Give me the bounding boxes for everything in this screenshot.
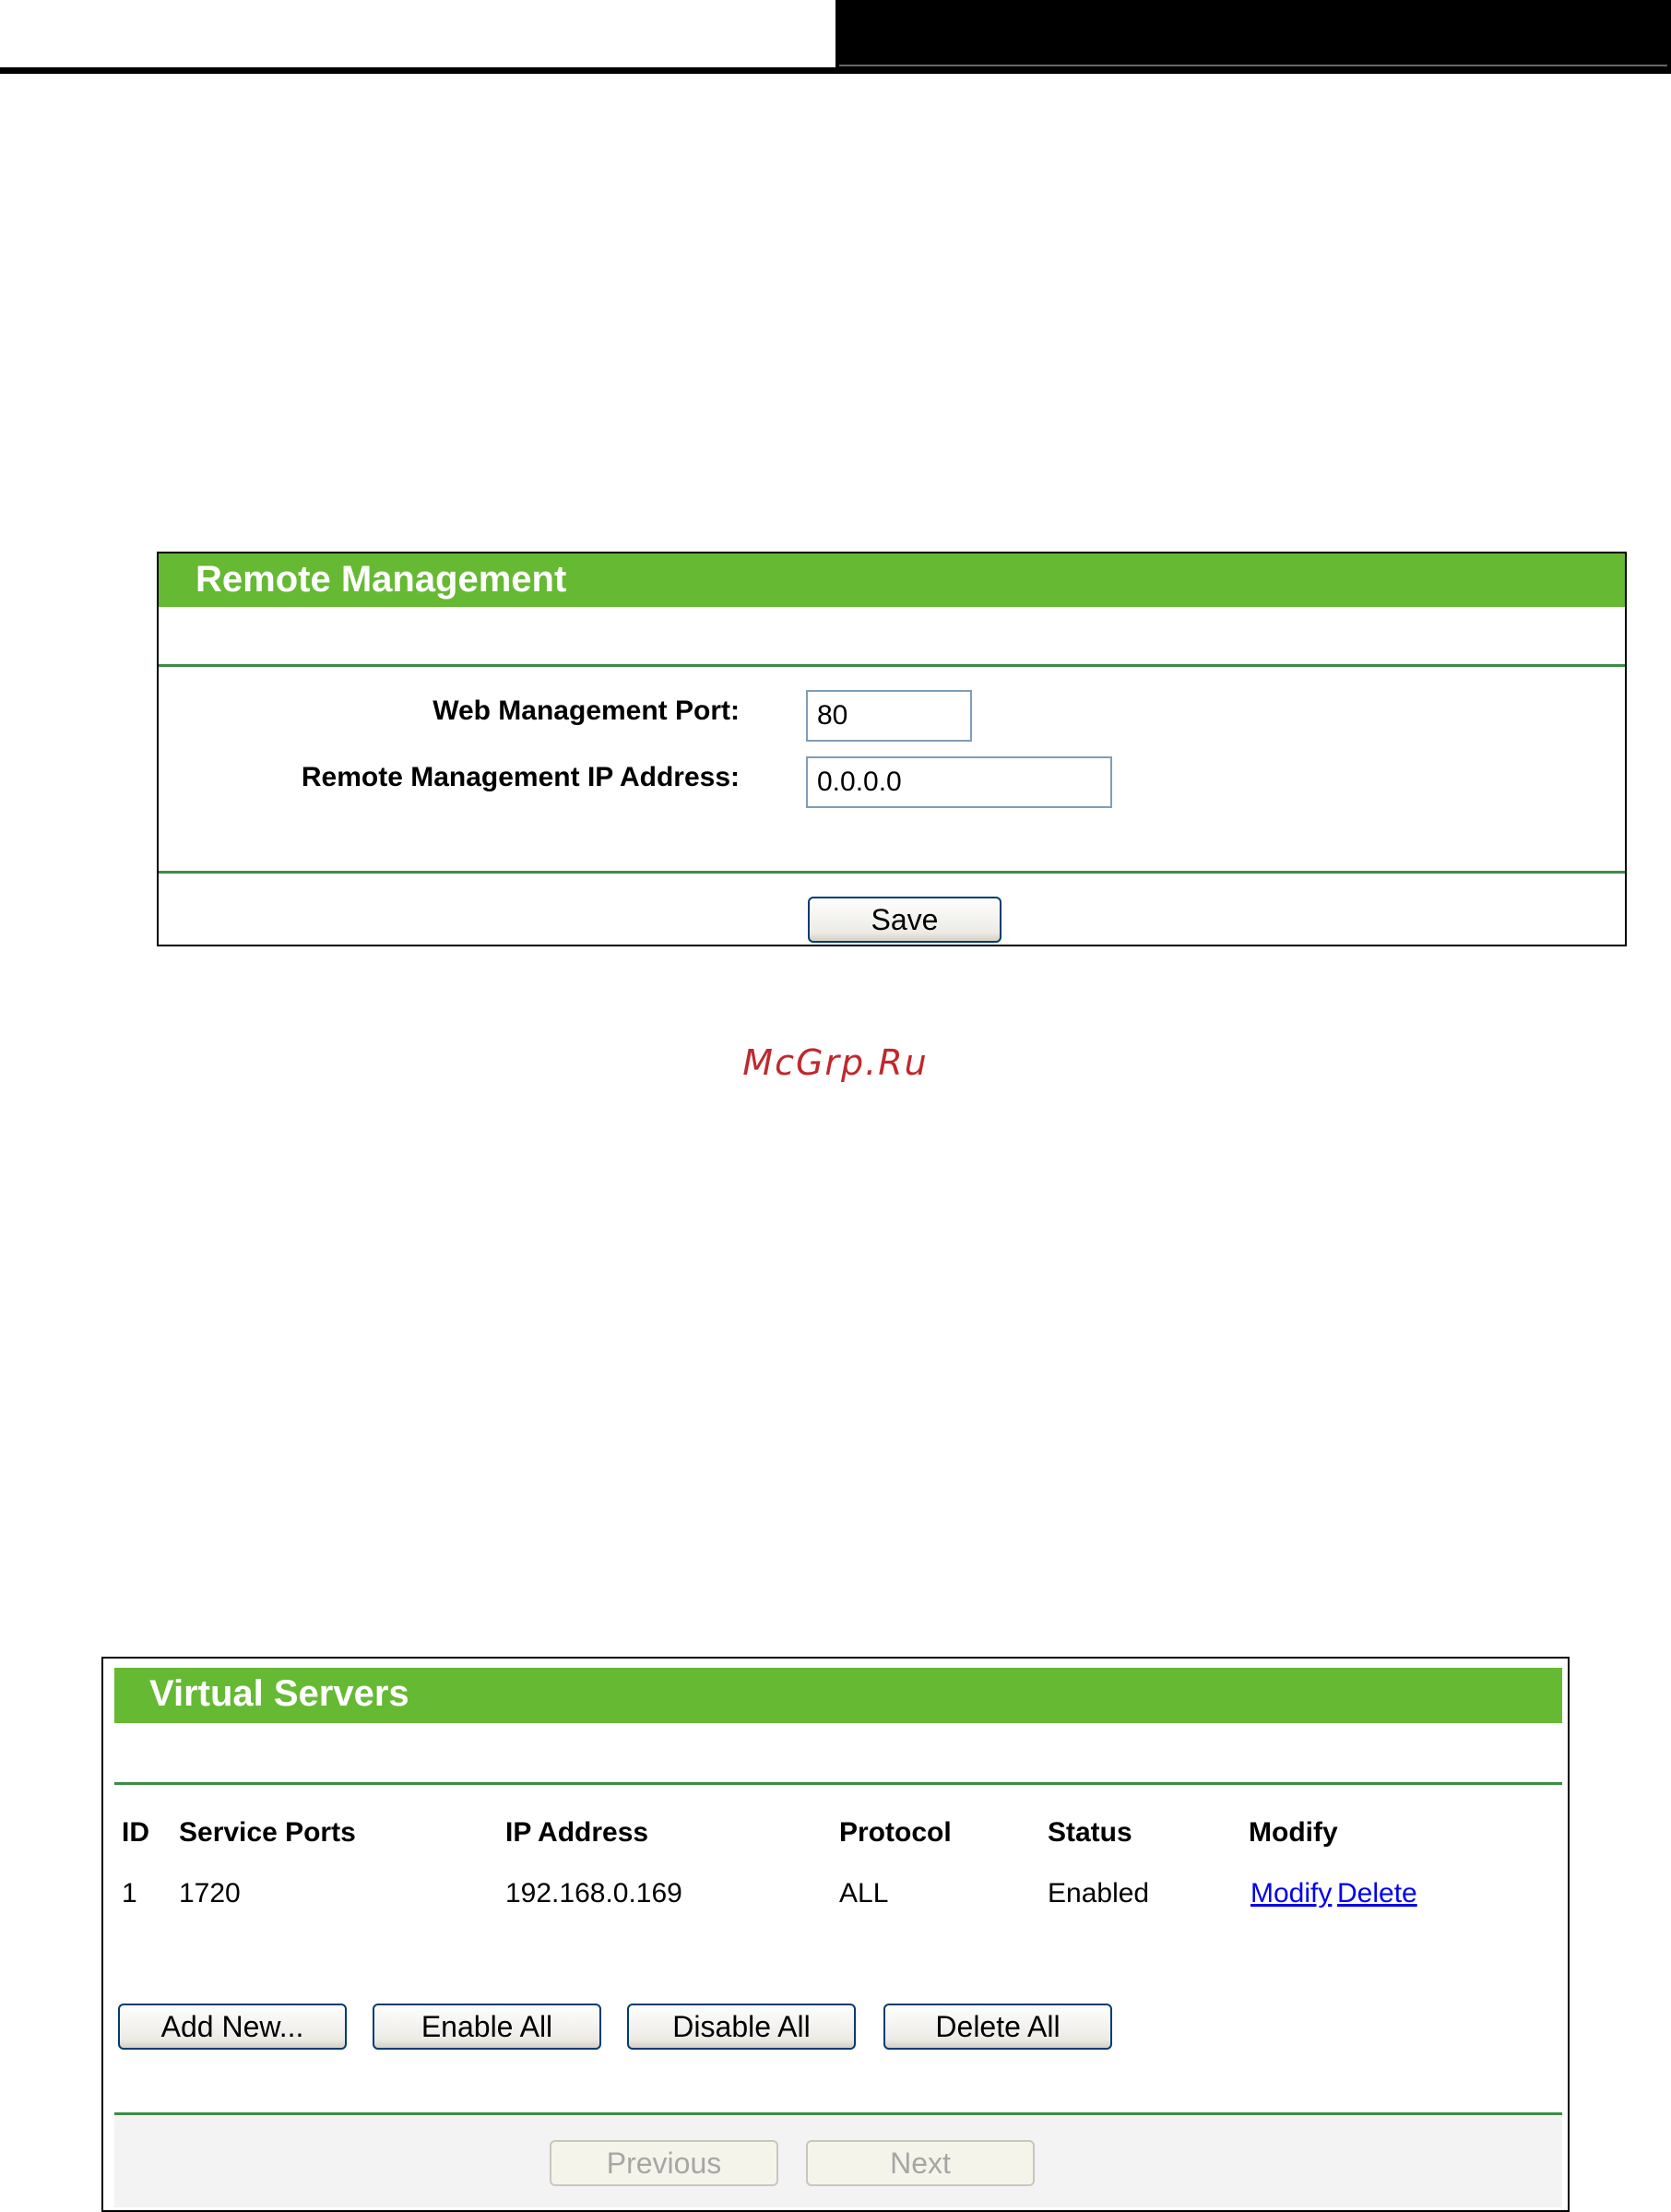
cell-protocol: ALL [839,1878,889,1909]
cell-service-ports: 1720 [179,1878,241,1909]
virtual-servers-panel [101,1657,1570,2212]
column-header-status: Status [1048,1817,1132,1848]
separator-line [114,1782,1562,1785]
cell-ip-address: 192.168.0.169 [505,1878,682,1909]
virtual-servers-title: Virtual Servers [149,1673,409,1714]
remote-management-ip-input[interactable] [806,756,1112,808]
next-button[interactable]: Next [806,2140,1035,2186]
cell-status: Enabled [1048,1878,1150,1909]
cell-id: 1 [122,1878,137,1909]
disable-all-button[interactable]: Disable All [627,2004,856,2050]
column-header-id: ID [122,1817,149,1848]
delete-link[interactable]: Delete [1337,1878,1417,1909]
enable-all-button[interactable]: Enable All [373,2004,601,2050]
separator-line [159,871,1625,874]
column-header-service-ports: Service Ports [179,1817,356,1848]
column-header-modify: Modify [1249,1817,1338,1848]
column-header-protocol: Protocol [839,1817,952,1848]
modify-link[interactable]: Modify [1250,1878,1333,1909]
web-management-port-label: Web Management Port: [433,696,740,726]
watermark-text: McGrp.Ru [742,1042,929,1083]
remote-management-header [159,553,1625,607]
separator-line [159,664,1625,667]
delete-all-button[interactable]: Delete All [883,2004,1112,2050]
remote-management-panel [157,552,1627,946]
remote-management-title: Remote Management [196,559,567,600]
virtual-servers-header [114,1668,1562,1723]
previous-button[interactable]: Previous [550,2140,778,2186]
header-rule [0,67,836,74]
save-button[interactable]: Save [808,897,1001,943]
remote-management-ip-label: Remote Management IP Address: [301,762,740,792]
column-header-ip-address: IP Address [505,1817,649,1848]
add-new-button[interactable]: Add New... [118,2004,347,2050]
web-management-port-input[interactable] [806,690,972,742]
header-black-bar [836,0,1671,74]
